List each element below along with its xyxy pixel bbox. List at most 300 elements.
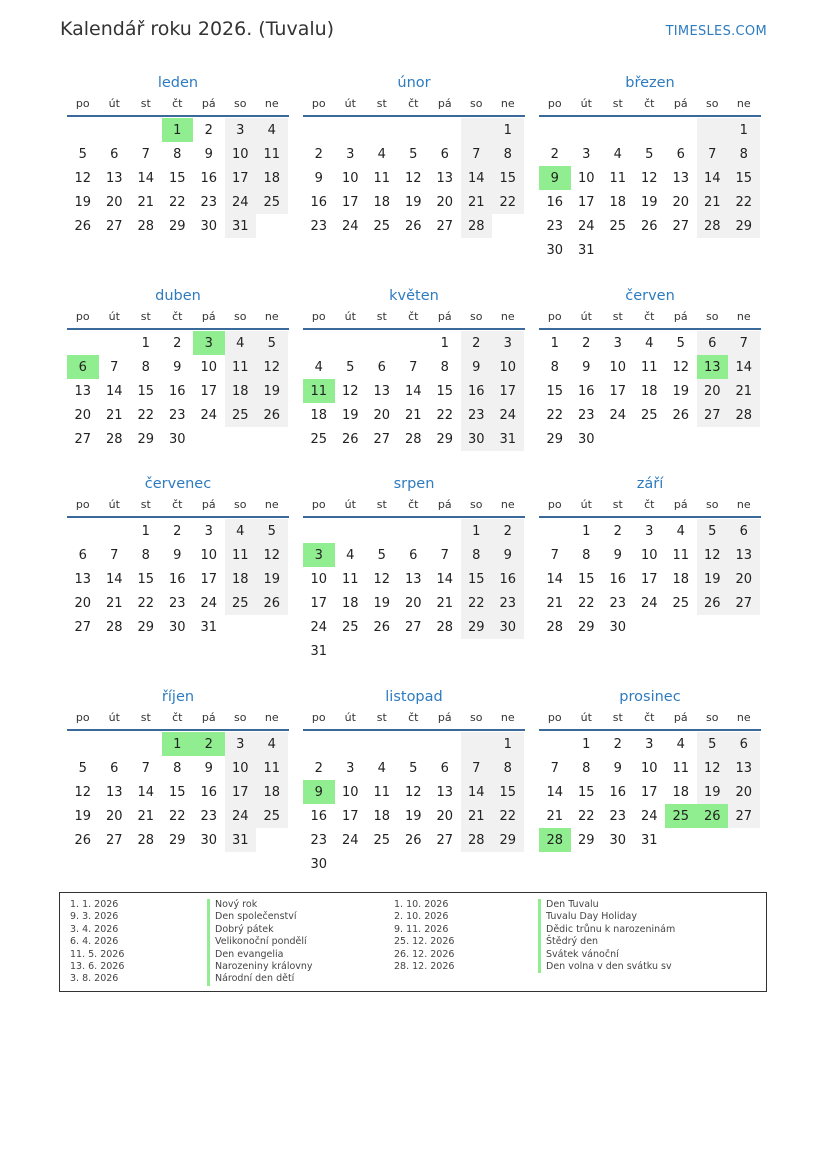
holiday-day-cell: 11 [303, 379, 335, 403]
day-cell: 3 [492, 331, 524, 355]
day-cell: 14 [461, 166, 493, 190]
day-cell: 6 [409, 547, 418, 563]
day-cell: 28 [105, 619, 123, 635]
day-cell: 26 [341, 431, 359, 447]
day-cell: 16 [609, 571, 627, 587]
day-cell: 18 [640, 383, 658, 399]
weekday-label: st [612, 97, 623, 110]
month-block [67, 286, 289, 451]
day-cell: 2 [173, 335, 182, 351]
weekday-label: st [140, 97, 151, 110]
day-cell: 8 [728, 142, 760, 166]
day-cell: 17 [341, 808, 359, 824]
empty-day-cell [429, 519, 461, 543]
day-cell: 8 [141, 359, 150, 375]
empty-day-cell [335, 519, 367, 543]
empty-day-cell [67, 118, 99, 142]
day-cell: 1 [492, 118, 524, 142]
day-cell: 4 [676, 523, 685, 539]
month-block [67, 73, 289, 238]
legend-holiday-name: Národní den dětí [207, 973, 313, 985]
day-cell: 5 [409, 146, 418, 162]
day-cell: 22 [577, 808, 595, 824]
legend-names-col-2 [538, 899, 675, 973]
day-cell: 24 [200, 407, 218, 423]
day-cell: 18 [373, 808, 391, 824]
weekday-label: út [580, 97, 592, 110]
day-cell: 21 [461, 804, 493, 828]
empty-day-cell [461, 118, 493, 142]
day-cell: 21 [105, 595, 123, 611]
day-cell: 11 [640, 359, 658, 375]
legend-date: 9. 11. 2026 [394, 923, 449, 935]
day-cell: 22 [137, 407, 155, 423]
weekday-label: po [547, 498, 562, 511]
weekday-label: po [547, 97, 562, 110]
day-cell: 7 [141, 146, 150, 162]
empty-day-cell [366, 519, 398, 543]
day-cell: 24 [341, 832, 359, 848]
day-cell: 9 [613, 547, 622, 563]
holiday-day-cell: 9 [303, 780, 335, 804]
day-cell: 5 [697, 519, 729, 543]
day-cell: 10 [200, 547, 218, 563]
day-cell: 21 [404, 407, 422, 423]
day-cell: 18 [256, 780, 288, 804]
day-cell: 29 [137, 619, 155, 635]
day-cell: 1 [440, 335, 449, 351]
day-cell: 28 [697, 214, 729, 238]
day-cell: 24 [609, 407, 627, 423]
day-cell: 4 [314, 359, 323, 375]
day-cell: 3 [225, 732, 257, 756]
day-cell: 7 [461, 142, 493, 166]
day-cell: 29 [461, 615, 493, 639]
day-cell: 17 [225, 780, 257, 804]
day-cell: 8 [492, 756, 524, 780]
day-cell: 3 [346, 760, 355, 776]
empty-day-cell [429, 118, 461, 142]
day-cell: 12 [404, 784, 422, 800]
day-cell: 21 [137, 194, 155, 210]
day-cell: 27 [672, 218, 690, 234]
month-block [303, 687, 525, 876]
day-cell: 14 [546, 784, 564, 800]
day-cell: 25 [672, 595, 690, 611]
day-cell: 2 [314, 146, 323, 162]
day-cell: 9 [461, 355, 493, 379]
day-cell: 20 [697, 379, 729, 403]
day-cell: 2 [204, 122, 213, 138]
page-title: Kalendář roku 2026. (Tuvalu) [60, 18, 335, 40]
weekday-header [539, 310, 761, 330]
weekday-label: st [376, 498, 387, 511]
month-name: duben [155, 288, 201, 304]
month-block [67, 687, 289, 852]
day-cell: 23 [609, 595, 627, 611]
day-cell: 21 [697, 190, 729, 214]
empty-day-cell [335, 331, 367, 355]
day-cell: 23 [200, 194, 218, 210]
day-cell: 15 [461, 567, 493, 591]
weekday-header [539, 97, 761, 117]
empty-day-cell [303, 118, 335, 142]
empty-day-cell [130, 118, 162, 142]
weekday-label: so [234, 97, 247, 110]
day-cell: 3 [225, 118, 257, 142]
weekday-label: po [311, 97, 326, 110]
day-cell: 16 [310, 808, 328, 824]
day-cell: 14 [461, 780, 493, 804]
day-cell: 24 [310, 619, 328, 635]
day-cell: 10 [492, 355, 524, 379]
day-cell: 15 [577, 571, 595, 587]
day-cell: 23 [577, 407, 595, 423]
day-cell: 15 [436, 383, 454, 399]
day-cell: 22 [137, 595, 155, 611]
weekday-label: pá [673, 711, 688, 724]
month-name: říjen [161, 689, 195, 705]
holiday-day-cell: 13 [697, 355, 729, 379]
day-cell: 16 [168, 571, 186, 587]
day-cell: 26 [404, 218, 422, 234]
day-cell: 22 [492, 804, 524, 828]
weekday-label: út [580, 711, 592, 724]
weekday-label: ne [736, 711, 751, 724]
day-cell: 9 [613, 760, 622, 776]
day-cell: 30 [168, 619, 186, 635]
day-cell: 4 [225, 331, 257, 355]
day-cell: 20 [74, 407, 92, 423]
day-cell: 24 [200, 595, 218, 611]
legend-holiday-name: Tuvalu Day Holiday [538, 911, 675, 923]
legend-holiday-name: Dobrý pátek [207, 924, 313, 936]
empty-day-cell [571, 118, 603, 142]
day-cell: 23 [200, 808, 218, 824]
day-cell: 8 [550, 359, 559, 375]
day-cell: 6 [110, 760, 119, 776]
day-cell: 9 [582, 359, 591, 375]
day-cell: 27 [404, 619, 422, 635]
legend-dates-col-2 [394, 899, 454, 973]
day-cell: 4 [613, 146, 622, 162]
weekday-label: pá [673, 97, 688, 110]
day-cell: 23 [546, 218, 564, 234]
legend-holiday-name: Štědrý den [538, 936, 675, 948]
empty-day-cell [366, 732, 398, 756]
day-cell: 30 [200, 218, 218, 234]
day-cell: 9 [204, 760, 213, 776]
day-cell: 19 [640, 194, 658, 210]
day-cell: 22 [728, 190, 760, 214]
day-cell: 3 [613, 335, 622, 351]
brand-link[interactable]: TIMESLES.COM [665, 24, 767, 39]
day-cell: 29 [168, 218, 186, 234]
day-cell: 10 [310, 571, 328, 587]
day-cell: 13 [105, 170, 123, 186]
weekday-label: po [75, 310, 90, 323]
day-cell: 8 [492, 142, 524, 166]
day-cell: 17 [640, 784, 658, 800]
day-cell: 15 [137, 383, 155, 399]
day-cell: 7 [110, 547, 119, 563]
weekday-label: ne [264, 711, 279, 724]
weekday-label: čt [644, 498, 655, 511]
day-cell: 16 [200, 170, 218, 186]
weekday-label: čt [644, 310, 655, 323]
weekday-label: st [376, 310, 387, 323]
day-cell: 22 [168, 808, 186, 824]
day-cell: 2 [613, 736, 622, 752]
day-cell: 7 [409, 359, 418, 375]
empty-day-cell [303, 732, 335, 756]
day-cell: 29 [436, 431, 454, 447]
day-cell: 25 [256, 804, 288, 828]
day-cell: 8 [461, 543, 493, 567]
day-cell: 31 [200, 619, 218, 635]
day-cell: 14 [137, 784, 155, 800]
weekday-header [539, 498, 761, 518]
day-cell: 11 [373, 170, 391, 186]
legend-dates-col-1 [70, 899, 124, 986]
month-block [539, 286, 761, 451]
day-grid [67, 519, 289, 639]
weekday-label: út [108, 310, 120, 323]
day-cell: 17 [577, 194, 595, 210]
day-cell: 28 [137, 218, 155, 234]
day-cell: 19 [373, 595, 391, 611]
day-cell: 14 [436, 571, 454, 587]
empty-day-cell [429, 732, 461, 756]
day-cell: 12 [697, 756, 729, 780]
day-cell: 30 [461, 427, 493, 451]
day-cell: 28 [436, 619, 454, 635]
day-cell: 29 [137, 431, 155, 447]
legend-holiday-name: Narozeniny královny [207, 961, 313, 973]
weekday-header [539, 711, 761, 731]
weekday-label: čt [408, 310, 419, 323]
day-cell: 17 [609, 383, 627, 399]
day-cell: 22 [168, 194, 186, 210]
weekday-label: pá [201, 498, 216, 511]
weekday-label: út [580, 498, 592, 511]
day-cell: 12 [404, 170, 422, 186]
day-cell: 30 [609, 832, 627, 848]
day-cell: 27 [74, 619, 92, 635]
day-grid [303, 331, 525, 451]
weekday-label: ne [736, 498, 751, 511]
weekday-label: po [311, 310, 326, 323]
weekday-label: so [234, 310, 247, 323]
day-cell: 30 [577, 431, 595, 447]
month-name: leden [157, 75, 199, 91]
day-cell: 3 [582, 146, 591, 162]
weekday-label: pá [201, 310, 216, 323]
day-cell: 1 [582, 523, 591, 539]
empty-day-cell [130, 732, 162, 756]
weekday-label: pá [201, 97, 216, 110]
day-cell: 9 [173, 359, 182, 375]
weekday-label: út [108, 711, 120, 724]
weekday-label: st [140, 498, 151, 511]
weekday-label: pá [437, 498, 452, 511]
day-cell: 28 [728, 403, 760, 427]
weekday-label: so [470, 97, 483, 110]
day-cell: 9 [204, 146, 213, 162]
empty-day-cell [398, 331, 430, 355]
month-block [539, 687, 761, 852]
day-cell: 12 [373, 571, 391, 587]
day-cell: 2 [582, 335, 591, 351]
weekday-label: út [344, 711, 356, 724]
weekday-label: so [234, 498, 247, 511]
weekday-label: po [75, 711, 90, 724]
day-cell: 10 [577, 170, 595, 186]
weekday-label: ne [500, 310, 515, 323]
day-cell: 5 [409, 760, 418, 776]
day-grid [539, 519, 761, 639]
day-cell: 12 [256, 543, 288, 567]
weekday-label: so [706, 711, 719, 724]
day-cell: 8 [582, 760, 591, 776]
weekday-label: út [108, 97, 120, 110]
weekday-label: pá [437, 711, 452, 724]
day-cell: 9 [314, 170, 323, 186]
day-cell: 7 [110, 359, 119, 375]
month-name: listopad [385, 689, 443, 705]
legend-holiday-name: Den společenství [207, 911, 313, 923]
day-cell: 19 [74, 194, 92, 210]
day-cell: 30 [310, 856, 328, 872]
day-cell: 4 [377, 146, 386, 162]
day-cell: 21 [546, 595, 564, 611]
day-cell: 16 [168, 383, 186, 399]
day-cell: 22 [461, 591, 493, 615]
day-cell: 2 [492, 519, 524, 543]
day-cell: 19 [74, 808, 92, 824]
day-cell: 7 [550, 547, 559, 563]
day-cell: 2 [314, 760, 323, 776]
day-cell: 21 [728, 379, 760, 403]
day-cell: 9 [173, 547, 182, 563]
empty-day-cell [366, 331, 398, 355]
day-cell: 5 [645, 146, 654, 162]
day-cell: 15 [546, 383, 564, 399]
weekday-header [67, 711, 289, 731]
legend-date: 3. 4. 2026 [70, 923, 119, 935]
day-cell: 8 [173, 760, 182, 776]
month-block [303, 73, 525, 238]
month-name: září [636, 476, 664, 492]
day-cell: 11 [373, 784, 391, 800]
weekday-header [67, 310, 289, 330]
weekday-label: ne [736, 97, 751, 110]
weekday-label: čt [172, 498, 183, 511]
month-name: květen [389, 288, 439, 304]
day-cell: 24 [341, 218, 359, 234]
month-name: březen [625, 75, 675, 91]
day-cell: 27 [728, 804, 760, 828]
legend-date: 13. 6. 2026 [70, 960, 125, 972]
day-cell: 24 [640, 595, 658, 611]
day-grid [67, 118, 289, 238]
day-cell: 20 [672, 194, 690, 210]
day-cell: 13 [436, 784, 454, 800]
day-cell: 5 [78, 146, 87, 162]
day-cell: 6 [697, 331, 729, 355]
day-cell: 20 [404, 595, 422, 611]
day-cell: 29 [577, 832, 595, 848]
weekday-label: čt [408, 97, 419, 110]
day-cell: 4 [256, 118, 288, 142]
day-cell: 21 [137, 808, 155, 824]
legend-holiday-name: Svátek vánoční [538, 949, 675, 961]
legend-holiday-name: Nový rok [207, 899, 313, 911]
day-cell: 31 [577, 242, 595, 258]
day-cell: 19 [256, 379, 288, 403]
day-cell: 8 [440, 359, 449, 375]
day-cell: 6 [440, 146, 449, 162]
holiday-day-cell: 25 [665, 804, 697, 828]
day-cell: 8 [582, 547, 591, 563]
day-cell: 26 [697, 591, 729, 615]
empty-day-cell [366, 118, 398, 142]
weekday-label: út [344, 498, 356, 511]
month-name: únor [397, 75, 431, 91]
day-cell: 13 [728, 543, 760, 567]
day-cell: 18 [672, 784, 690, 800]
day-cell: 11 [341, 571, 359, 587]
day-cell: 1 [582, 736, 591, 752]
day-cell: 3 [645, 736, 654, 752]
weekday-label: čt [644, 97, 655, 110]
weekday-label: po [547, 310, 562, 323]
legend-holiday-name: Den volna v den svátku sv [538, 961, 675, 973]
empty-day-cell [602, 118, 634, 142]
empty-day-cell [398, 732, 430, 756]
day-cell: 28 [105, 431, 123, 447]
weekday-label: so [706, 498, 719, 511]
day-cell: 1 [492, 732, 524, 756]
day-cell: 17 [341, 194, 359, 210]
holiday-day-cell: 28 [539, 828, 571, 852]
day-cell: 17 [200, 383, 218, 399]
empty-day-cell [539, 732, 571, 756]
weekday-header [303, 711, 525, 731]
day-cell: 2 [461, 331, 493, 355]
day-cell: 13 [105, 784, 123, 800]
holiday-day-cell: 1 [162, 732, 194, 756]
weekday-label: po [311, 498, 326, 511]
day-cell: 6 [110, 146, 119, 162]
legend-date: 2. 10. 2026 [394, 911, 449, 923]
weekday-label: po [75, 97, 90, 110]
weekday-label: ne [500, 97, 515, 110]
weekday-label: po [75, 498, 90, 511]
day-grid [539, 732, 761, 852]
day-cell: 20 [105, 194, 123, 210]
weekday-label: so [470, 711, 483, 724]
month-block [539, 474, 761, 639]
weekday-label: út [108, 498, 120, 511]
day-cell: 7 [550, 760, 559, 776]
month-name: červenec [144, 476, 212, 492]
holiday-day-cell: 26 [697, 804, 729, 828]
weekday-label: st [612, 310, 623, 323]
weekday-label: po [547, 711, 562, 724]
legend-date: 9. 3. 2026 [70, 911, 119, 923]
empty-day-cell [67, 732, 99, 756]
